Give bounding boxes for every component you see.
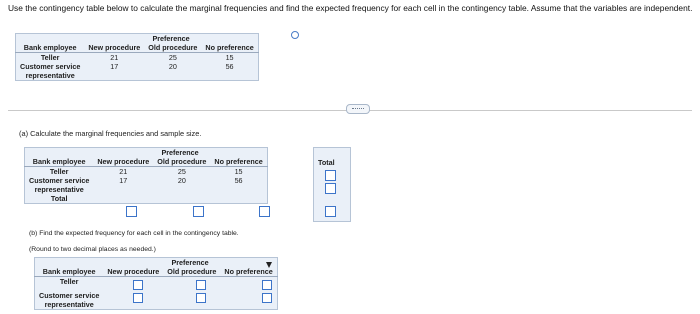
col-no-preference: No preference <box>210 157 267 167</box>
expected-customer-old-input[interactable] <box>196 293 206 303</box>
marginal-table <box>24 147 268 204</box>
col-new-procedure: New procedure <box>103 267 163 277</box>
preference-header: Preference <box>161 148 199 157</box>
expected-customer-none-input[interactable] <box>262 293 272 303</box>
total-no-preference-input[interactable] <box>259 206 270 217</box>
col-no-preference: No preference <box>201 43 258 53</box>
expected-frequency-table <box>34 257 278 310</box>
total-teller-input[interactable] <box>325 170 336 181</box>
info-icon[interactable] <box>291 31 299 39</box>
mouse-cursor-icon <box>266 262 272 268</box>
row-label-teller: Teller <box>59 277 79 286</box>
cell: 21 <box>110 53 119 62</box>
row-label-teller: Teller <box>49 167 69 176</box>
total-grand-input[interactable] <box>325 206 336 217</box>
preference-header: Preference <box>171 258 209 267</box>
part-a-question: (a) Calculate the marginal frequencies and sample size. <box>19 129 202 138</box>
col-no-preference: No preference <box>220 267 277 277</box>
row-header: Bank employee <box>16 43 85 53</box>
expected-teller-none-input[interactable] <box>262 280 272 290</box>
cell: 17 <box>110 62 119 71</box>
cell: 25 <box>168 53 177 62</box>
row-label-customer-service: Customer service representative <box>39 291 100 309</box>
total-old-procedure-input[interactable] <box>193 206 204 217</box>
cell: 25 <box>177 167 186 176</box>
cell: 15 <box>225 53 234 62</box>
contingency-table <box>15 33 259 81</box>
col-new-procedure: New procedure <box>93 157 153 167</box>
instructions-text: Use the contingency table below to calculate the marginal frequencies and find the expected frequency for each cell in the contingency table. Assume that the variables are independent. <box>8 3 693 13</box>
row-label-total: Total <box>50 194 68 203</box>
row-label-teller: Teller <box>40 53 60 62</box>
row-header: Bank employee <box>35 267 104 277</box>
cell: 17 <box>119 176 128 185</box>
part-b-note: (Round to two decimal places as needed.) <box>29 246 156 253</box>
preference-header: Preference <box>152 34 190 43</box>
col-new-procedure: New procedure <box>84 43 144 53</box>
col-old-procedure: Old procedure <box>153 157 210 167</box>
part-b-question: (b) Find the expected frequency for each cell in the contingency table. <box>29 230 239 237</box>
cell: 56 <box>234 176 243 185</box>
cell: 21 <box>119 167 128 176</box>
row-header: Bank employee <box>25 157 94 167</box>
cell: 56 <box>225 62 234 71</box>
cell: 20 <box>177 176 186 185</box>
row-label-customer-service: Customer service representative <box>29 176 90 194</box>
cell: 15 <box>234 167 243 176</box>
cell: 20 <box>168 62 177 71</box>
expected-customer-new-input[interactable] <box>133 293 143 303</box>
total-customer-service-input[interactable] <box>325 183 336 194</box>
expand-icon[interactable] <box>346 104 370 114</box>
total-header: Total <box>318 158 335 167</box>
col-old-procedure: Old procedure <box>144 43 201 53</box>
expected-teller-old-input[interactable] <box>196 280 206 290</box>
expected-teller-new-input[interactable] <box>133 280 143 290</box>
row-label-customer-service: Customer service representative <box>20 62 81 80</box>
col-old-procedure: Old procedure <box>163 267 220 277</box>
total-new-procedure-input[interactable] <box>126 206 137 217</box>
